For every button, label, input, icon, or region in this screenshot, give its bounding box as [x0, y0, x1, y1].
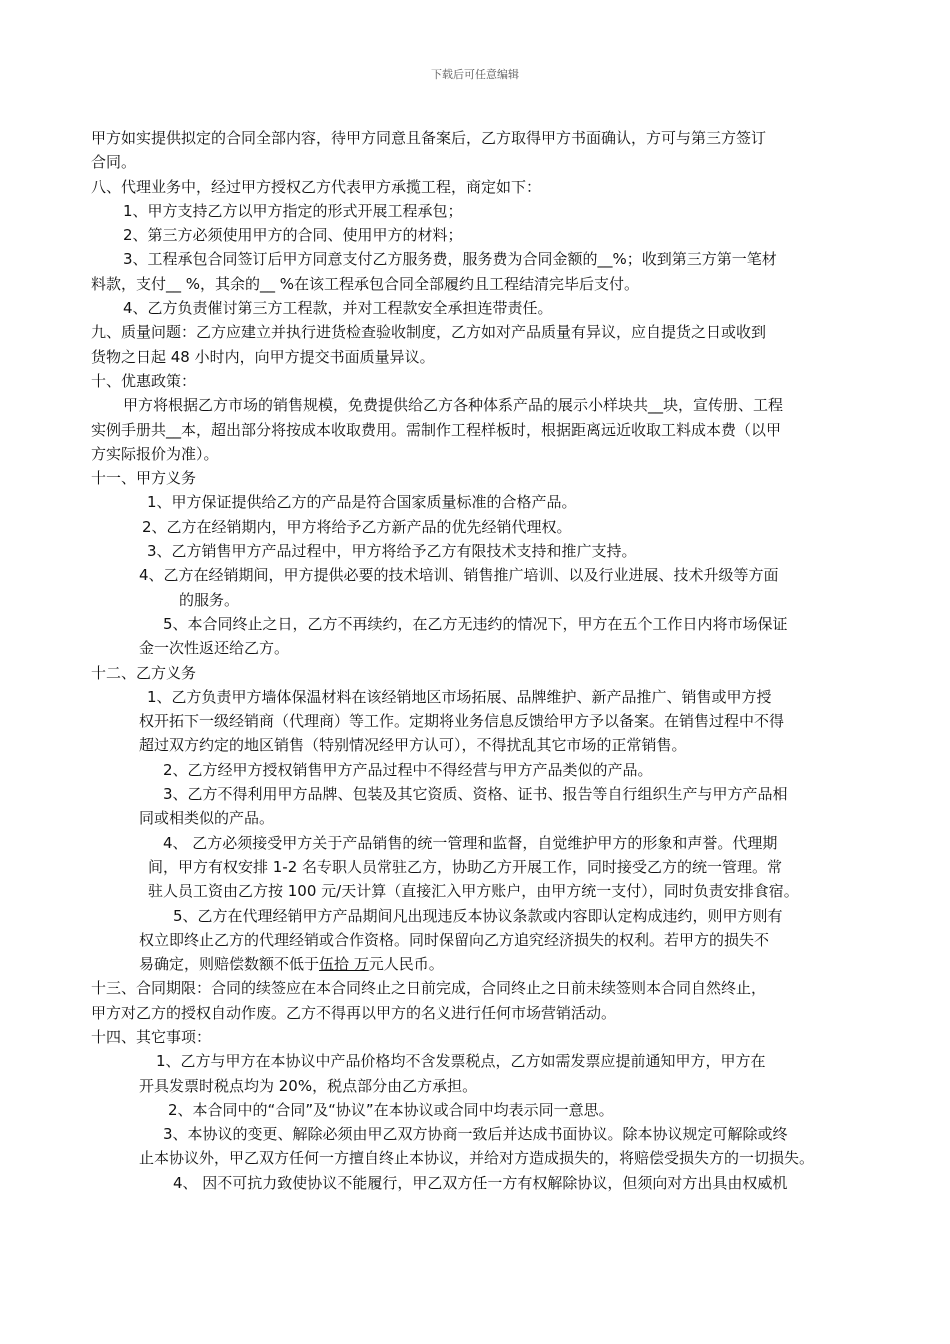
text-line: 甲方对乙方的授权自动作废。乙方不得再以甲方的名义进行任何市场营销活动。 [91, 1003, 617, 1022]
text-line: 1、甲方保证提供给乙方的产品是符合国家质量标准的合格产品。 [147, 493, 577, 512]
text-line: 5、乙方在代理经销甲方产品期间凡出现违反本协议条款或内容即认定构成违约，则甲方则有 [173, 906, 783, 925]
text-fragment: 元人民币。 [368, 955, 444, 974]
text-line: 2、乙方经甲方授权销售甲方产品过程中不得经营与甲方产品类似的产品。 [163, 760, 653, 779]
section-heading-9: 九、质量问题：乙方应建立并执行进货检查验收制度，乙方如对产品质量有异议，应自提货之日或收到 [91, 323, 767, 342]
text-line: 方实际报价为准）。 [91, 444, 219, 463]
text-line: 超过双方约定的地区销售（特别情况经甲方认可），不得扰乱其它市场的正常销售。 [139, 736, 687, 755]
text-line: 甲方将根据乙方市场的销售规模，免费提供给乙方各种体系产品的展示小样块共__块，宣传册、工程 [123, 396, 784, 415]
text-line: 权立即终止乙方的代理经销或合作资格。同时保留向乙方追究经济损失的权利。若甲方的损失不 [139, 930, 770, 949]
text-line: 金一次性返还给乙方。 [139, 639, 290, 658]
section-heading-8: 八、代理业务中，经过甲方授权乙方代表甲方承揽工程，商定如下： [91, 177, 542, 196]
text-line: 货物之日起 48 小时内，向甲方提交书面质量异议。 [91, 347, 435, 366]
text-line: 同或相类似的产品。 [139, 809, 275, 828]
text-line: 4、 因不可抗力致使协议不能履行，甲乙双方任一方有权解除协议，但须向对方出具由权威机 [173, 1173, 788, 1192]
text-line: 实例手册共__本，超出部分将按成本收取费用。需制作工程样板时，根据距离远近收取工料成本费（以甲 [91, 420, 782, 439]
text-line: 开具发票时税点均为 20%，税点部分由乙方承担。 [139, 1076, 478, 1095]
text-line: 4、 乙方必须接受甲方关于产品销售的统一管理和监督，自觉维护甲方的形象和声誉。代理期 [163, 833, 778, 852]
text-line: 4、乙方负责催讨第三方工程款，并对工程款安全承担连带责任。 [123, 299, 553, 318]
text-line: 1、乙方与甲方在本协议中产品价格均不含发票税点，乙方如需发票应提前通知甲方，甲方在 [156, 1052, 766, 1071]
text-line: 1、乙方负责甲方墙体保温材料在该经销地区市场拓展、品牌维护、新产品推广、销售或甲方授 [147, 687, 772, 706]
text-line: 5、本合同终止之日，乙方不再续约，在乙方无违约的情况下，甲方在五个工作日内将市场保证 [163, 614, 788, 633]
section-heading-12: 十二、乙方义务 [91, 663, 197, 682]
text-line: 合同。 [91, 153, 137, 172]
text-line: 3、乙方销售甲方产品过程中，甲方将给予乙方有限技术支持和推广支持。 [147, 542, 637, 561]
text-line: 2、本合同中的“合同”及“协议”在本协议或合同中均表示同一意思。 [168, 1100, 614, 1119]
text-line: 1、甲方支持乙方以甲方指定的形式开展工程承包； [123, 201, 463, 220]
text-line: 间，甲方有权安排 1-2 名专职人员常驻乙方，协助乙方开展工作，同时接受乙方的统一管理。常 [148, 857, 783, 876]
text-line: 权开拓下一级经销商（代理商）等工作。定期将业务信息反馈给甲方予以备案。在销售过程中不得 [139, 712, 785, 731]
text-line: 3、乙方不得利用甲方品牌、包装及其它资质、资格、证书、报告等自行组织生产与甲方产品相 [163, 785, 788, 804]
text-line [91, 952, 869, 976]
page-header: 下载后可任意编辑 [431, 68, 519, 81]
text-line: 驻人员工资由乙方按 100 元/天计算（直接汇入甲方账户，由甲方统一支付），同时负责安排食宿。 [148, 882, 799, 901]
text-line: 2、第三方必须使用甲方的合同、使用甲方的材料； [123, 226, 463, 245]
section-heading-11: 十一、甲方义务 [91, 469, 197, 488]
section-heading-13: 十三、合同期限：合同的续签应在本合同终止之日前完成，合同终止之日前未续签则本合同自然终止， [91, 979, 767, 998]
text-line: 4、乙方在经销期间，甲方提供必要的技术培训、销售推广培训、以及行业进展、技术升级等方面 [139, 566, 779, 585]
section-heading-14: 十四、其它事项： [91, 1027, 212, 1046]
text-line: 甲方如实提供拟定的合同全部内容，待甲方同意且备案后，乙方取得甲方书面确认，方可与第三方签订 [91, 129, 767, 147]
contract-body [91, 126, 869, 1195]
section-heading-10: 十、优惠政策： [91, 371, 197, 390]
text-line: 止本协议外，甲乙双方任何一方擅自终止本协议，并给对方造成损失的，将赔偿受损失方的一切损失。 [139, 1149, 815, 1168]
text-line: 3、工程承包合同签订后甲方同意支付乙方服务费，服务费为合同金额的__%；收到第三方第一笔材 [123, 250, 777, 269]
text-line: 2、乙方在经销期内，甲方将给予乙方新产品的优先经销代理权。 [142, 517, 572, 536]
text-line: 料款，支付__ %，其余的__ %在该工程承包合同全部履约且工程结清完毕后支付。 [91, 274, 640, 293]
compensation-amount: 伍拾 万 [319, 955, 369, 974]
text-line: 3、本协议的变更、解除必须由甲乙双方协商一致后并达成书面协议。除本协议规定可解除或终 [163, 1125, 788, 1144]
text-fragment: 易确定，则赔偿数额不低于 [139, 955, 320, 974]
text-line: 的服务。 [179, 590, 240, 609]
